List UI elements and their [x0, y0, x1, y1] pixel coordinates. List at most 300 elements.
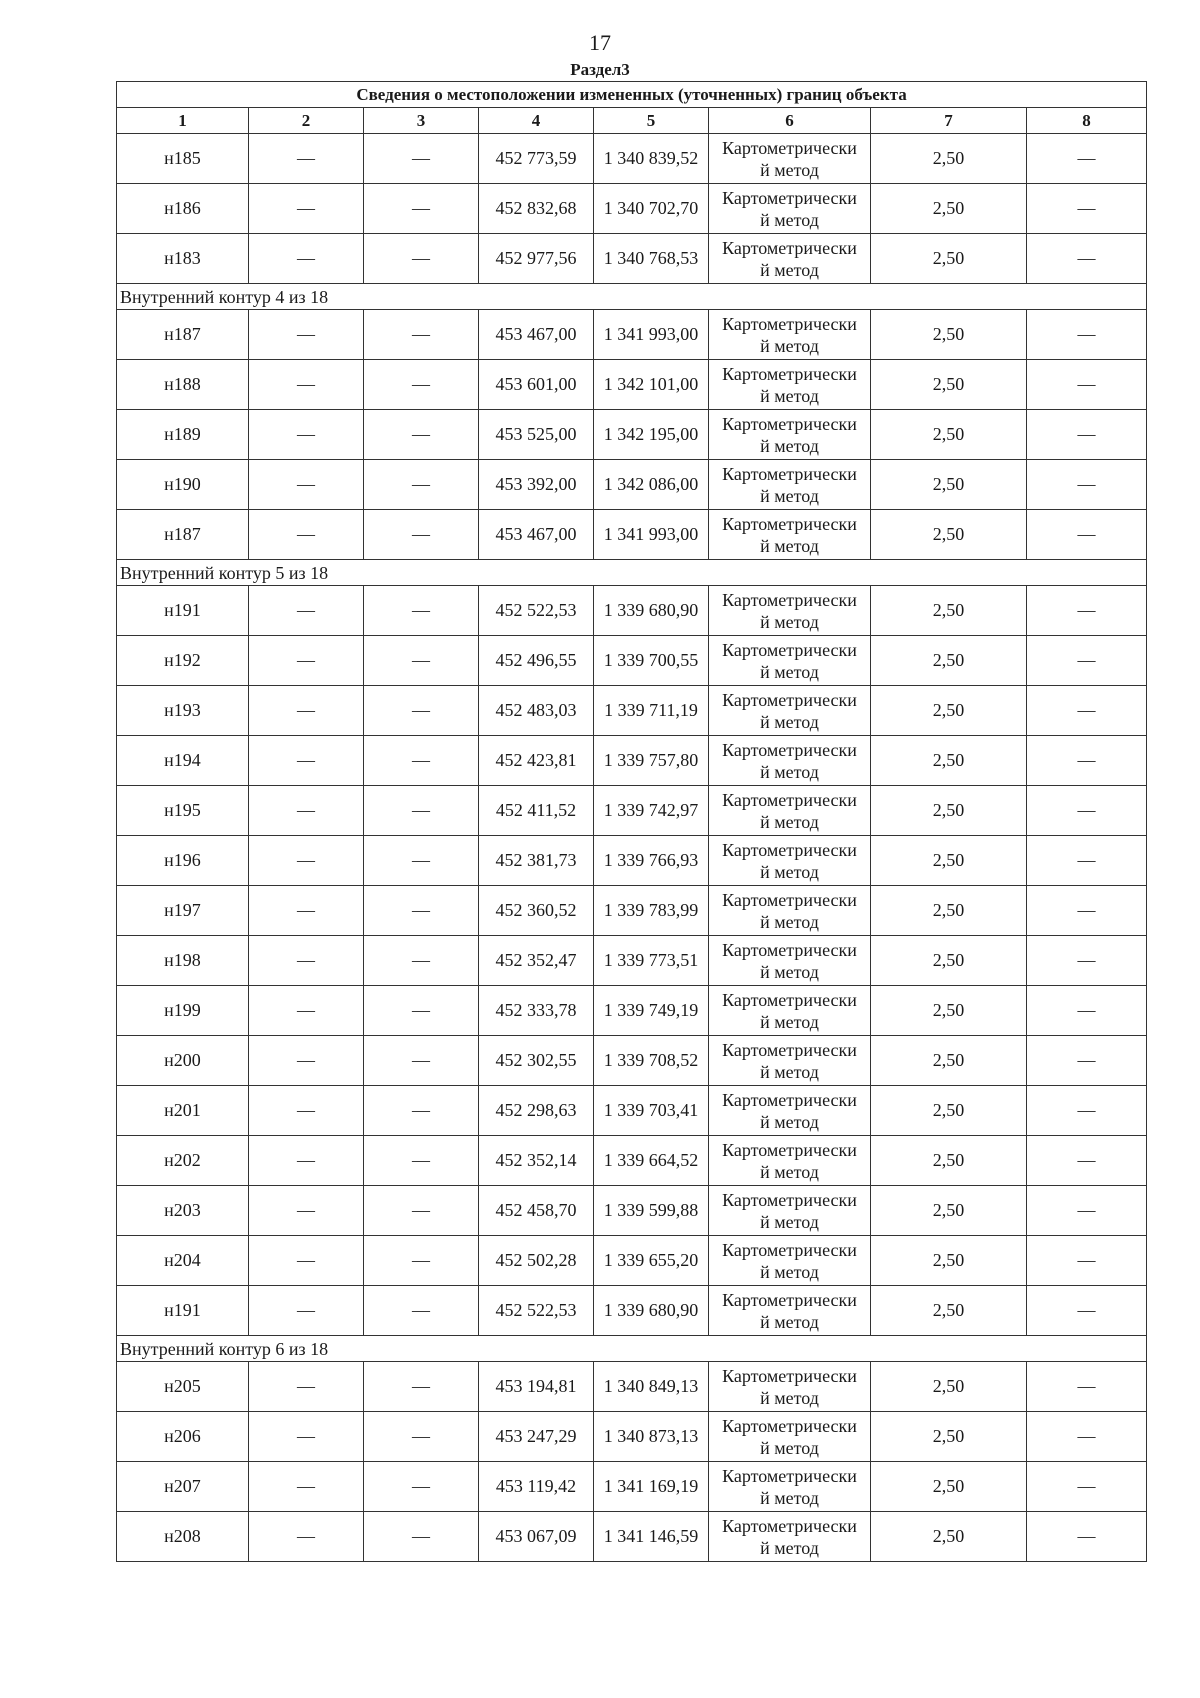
point-id-cell: н189 — [117, 410, 249, 460]
y-coordinate-cell: 1 341 146,59 — [594, 1512, 709, 1562]
table-row — [117, 184, 1147, 234]
empty-dash-cell: — — [364, 134, 479, 184]
empty-dash-cell: — — [1027, 1362, 1147, 1412]
y-coordinate-cell: 1 341 993,00 — [594, 510, 709, 560]
x-coordinate-cell: 452 496,55 — [479, 636, 594, 686]
table-row — [117, 686, 1147, 736]
method-text-line: й метод — [760, 385, 819, 406]
method-text-line: й метод — [760, 335, 819, 356]
y-coordinate-cell: 1 339 703,41 — [594, 1086, 709, 1136]
method-cell — [709, 886, 871, 936]
table-row — [117, 360, 1147, 410]
accuracy-cell: 2,50 — [871, 1462, 1027, 1512]
table-row — [117, 234, 1147, 284]
point-id-cell: н191 — [117, 586, 249, 636]
empty-dash-cell: — — [249, 1186, 364, 1236]
empty-dash-cell: — — [1027, 886, 1147, 936]
accuracy-cell: 2,50 — [871, 1362, 1027, 1412]
column-number: 5 — [594, 108, 709, 134]
accuracy-cell: 2,50 — [871, 936, 1027, 986]
y-coordinate-cell: 1 339 599,88 — [594, 1186, 709, 1236]
empty-dash-cell: — — [364, 1136, 479, 1186]
x-coordinate-cell: 452 360,52 — [479, 886, 594, 936]
accuracy-cell: 2,50 — [871, 1512, 1027, 1562]
method-text-line: й метод — [760, 611, 819, 632]
y-coordinate-cell: 1 342 195,00 — [594, 410, 709, 460]
contour-label: Внутренний контур 6 из 18 — [117, 1336, 1147, 1362]
x-coordinate-cell: 452 832,68 — [479, 184, 594, 234]
table-row — [117, 410, 1147, 460]
method-cell — [709, 1086, 871, 1136]
accuracy-cell: 2,50 — [871, 586, 1027, 636]
method-cell — [709, 1512, 871, 1562]
point-id-cell: н205 — [117, 1362, 249, 1412]
empty-dash-cell: — — [249, 786, 364, 836]
empty-dash-cell: — — [249, 936, 364, 986]
method-text-line: Картометрически — [722, 589, 857, 610]
x-coordinate-cell: 453 067,09 — [479, 1512, 594, 1562]
empty-dash-cell: — — [1027, 234, 1147, 284]
empty-dash-cell: — — [364, 234, 479, 284]
empty-dash-cell: — — [249, 310, 364, 360]
empty-dash-cell: — — [249, 1362, 364, 1412]
method-cell — [709, 410, 871, 460]
empty-dash-cell: — — [364, 1512, 479, 1562]
accuracy-cell: 2,50 — [871, 184, 1027, 234]
empty-dash-cell: — — [1027, 310, 1147, 360]
contour-header-row — [117, 1336, 1147, 1362]
point-id-cell: н200 — [117, 1036, 249, 1086]
column-number: 6 — [709, 108, 871, 134]
method-text-line: Картометрически — [722, 1465, 857, 1486]
empty-dash-cell: — — [1027, 686, 1147, 736]
table-row — [117, 1186, 1147, 1236]
method-cell — [709, 1136, 871, 1186]
method-cell — [709, 736, 871, 786]
y-coordinate-cell: 1 339 783,99 — [594, 886, 709, 936]
empty-dash-cell: — — [249, 636, 364, 686]
empty-dash-cell: — — [249, 986, 364, 1036]
accuracy-cell: 2,50 — [871, 1036, 1027, 1086]
accuracy-cell: 2,50 — [871, 1186, 1027, 1236]
empty-dash-cell: — — [1027, 836, 1147, 886]
method-text-line: й метод — [760, 535, 819, 556]
method-text-line: Картометрически — [722, 789, 857, 810]
empty-dash-cell: — — [364, 510, 479, 560]
y-coordinate-cell: 1 339 711,19 — [594, 686, 709, 736]
method-text-line: й метод — [760, 961, 819, 982]
x-coordinate-cell: 452 333,78 — [479, 986, 594, 1036]
method-text-line: й метод — [760, 1061, 819, 1082]
empty-dash-cell: — — [249, 586, 364, 636]
table-caption: Сведения о местоположении измененных (уточненных) границ объекта — [117, 82, 1147, 108]
method-cell — [709, 510, 871, 560]
method-cell — [709, 360, 871, 410]
empty-dash-cell: — — [1027, 510, 1147, 560]
empty-dash-cell: — — [249, 1286, 364, 1336]
method-text-line: й метод — [760, 209, 819, 230]
empty-dash-cell: — — [249, 1412, 364, 1462]
table-row — [117, 736, 1147, 786]
table-row — [117, 636, 1147, 686]
accuracy-cell: 2,50 — [871, 460, 1027, 510]
empty-dash-cell: — — [1027, 1186, 1147, 1236]
method-text-line: Картометрически — [722, 739, 857, 760]
empty-dash-cell: — — [1027, 636, 1147, 686]
x-coordinate-cell: 452 381,73 — [479, 836, 594, 886]
x-coordinate-cell: 453 467,00 — [479, 510, 594, 560]
point-id-cell: н186 — [117, 184, 249, 234]
table-row — [117, 836, 1147, 886]
table-row — [117, 134, 1147, 184]
method-text-line: Картометрически — [722, 313, 857, 334]
method-cell — [709, 586, 871, 636]
empty-dash-cell: — — [249, 510, 364, 560]
x-coordinate-cell: 452 302,55 — [479, 1036, 594, 1086]
column-number: 8 — [1027, 108, 1147, 134]
x-coordinate-cell: 452 977,56 — [479, 234, 594, 284]
empty-dash-cell: — — [364, 586, 479, 636]
y-coordinate-cell: 1 339 708,52 — [594, 1036, 709, 1086]
point-id-cell: н197 — [117, 886, 249, 936]
method-text-line: Картометрически — [722, 1365, 857, 1386]
empty-dash-cell: — — [1027, 184, 1147, 234]
y-coordinate-cell: 1 340 702,70 — [594, 184, 709, 234]
table-row — [117, 986, 1147, 1036]
y-coordinate-cell: 1 339 680,90 — [594, 586, 709, 636]
empty-dash-cell: — — [364, 936, 479, 986]
empty-dash-cell: — — [1027, 1462, 1147, 1512]
y-coordinate-cell: 1 339 655,20 — [594, 1236, 709, 1286]
point-id-cell: н193 — [117, 686, 249, 736]
point-id-cell: н192 — [117, 636, 249, 686]
point-id-cell: н204 — [117, 1236, 249, 1286]
empty-dash-cell: — — [249, 1512, 364, 1562]
x-coordinate-cell: 453 467,00 — [479, 310, 594, 360]
method-text-line: Картометрически — [722, 1515, 857, 1536]
empty-dash-cell: — — [364, 886, 479, 936]
accuracy-cell: 2,50 — [871, 836, 1027, 886]
x-coordinate-cell: 452 423,81 — [479, 736, 594, 786]
empty-dash-cell: — — [364, 410, 479, 460]
table-row — [117, 510, 1147, 560]
empty-dash-cell: — — [1027, 1136, 1147, 1186]
point-id-cell: н203 — [117, 1186, 249, 1236]
method-text-line: Картометрически — [722, 1089, 857, 1110]
point-id-cell: н202 — [117, 1136, 249, 1186]
table-row — [117, 1462, 1147, 1512]
empty-dash-cell: — — [1027, 460, 1147, 510]
point-id-cell: н183 — [117, 234, 249, 284]
empty-dash-cell: — — [249, 184, 364, 234]
accuracy-cell: 2,50 — [871, 360, 1027, 410]
contour-label: Внутренний контур 5 из 18 — [117, 560, 1147, 586]
table-caption-row — [117, 82, 1147, 108]
table-row — [117, 1136, 1147, 1186]
method-text-line: й метод — [760, 761, 819, 782]
point-id-cell: н188 — [117, 360, 249, 410]
y-coordinate-cell: 1 339 700,55 — [594, 636, 709, 686]
method-text-line: Картометрически — [722, 463, 857, 484]
empty-dash-cell: — — [249, 1236, 364, 1286]
table-row — [117, 1512, 1147, 1562]
accuracy-cell: 2,50 — [871, 1136, 1027, 1186]
method-text-line: й метод — [760, 911, 819, 932]
table-row — [117, 786, 1147, 836]
method-text-line: Картометрически — [722, 237, 857, 258]
empty-dash-cell: — — [1027, 1286, 1147, 1336]
x-coordinate-cell: 452 458,70 — [479, 1186, 594, 1236]
x-coordinate-cell: 452 522,53 — [479, 586, 594, 636]
x-coordinate-cell: 453 525,00 — [479, 410, 594, 460]
empty-dash-cell: — — [1027, 986, 1147, 1036]
method-text-line: Картометрически — [722, 939, 857, 960]
empty-dash-cell: — — [1027, 410, 1147, 460]
method-text-line: Картометрически — [722, 1239, 857, 1260]
method-text-line: Картометрически — [722, 363, 857, 384]
contour-header-row — [117, 560, 1147, 586]
empty-dash-cell: — — [364, 310, 479, 360]
empty-dash-cell: — — [364, 836, 479, 886]
method-text-line: Картометрически — [722, 187, 857, 208]
method-text-line: Картометрически — [722, 137, 857, 158]
empty-dash-cell: — — [364, 686, 479, 736]
empty-dash-cell: — — [249, 1462, 364, 1512]
point-id-cell: н198 — [117, 936, 249, 986]
method-text-line: Картометрически — [722, 1189, 857, 1210]
method-text-line: й метод — [760, 435, 819, 456]
method-cell — [709, 184, 871, 234]
accuracy-cell: 2,50 — [871, 410, 1027, 460]
point-id-cell: н190 — [117, 460, 249, 510]
x-coordinate-cell: 453 392,00 — [479, 460, 594, 510]
method-text-line: й метод — [760, 259, 819, 280]
y-coordinate-cell: 1 339 757,80 — [594, 736, 709, 786]
method-cell — [709, 1236, 871, 1286]
method-text-line: й метод — [760, 1487, 819, 1508]
empty-dash-cell: — — [364, 460, 479, 510]
point-id-cell: н196 — [117, 836, 249, 886]
method-text-line: Картометрически — [722, 1139, 857, 1160]
empty-dash-cell: — — [364, 360, 479, 410]
method-text-line: Картометрически — [722, 639, 857, 660]
empty-dash-cell: — — [364, 986, 479, 1036]
y-coordinate-cell: 1 342 086,00 — [594, 460, 709, 510]
empty-dash-cell: — — [1027, 936, 1147, 986]
empty-dash-cell: — — [364, 1186, 479, 1236]
y-coordinate-cell: 1 340 873,13 — [594, 1412, 709, 1462]
empty-dash-cell: — — [249, 134, 364, 184]
method-text-line: Картометрически — [722, 889, 857, 910]
column-number: 2 — [249, 108, 364, 134]
accuracy-cell: 2,50 — [871, 636, 1027, 686]
table-row — [117, 586, 1147, 636]
y-coordinate-cell: 1 340 768,53 — [594, 234, 709, 284]
y-coordinate-cell: 1 339 773,51 — [594, 936, 709, 986]
accuracy-cell: 2,50 — [871, 736, 1027, 786]
method-text-line: й метод — [760, 159, 819, 180]
method-cell — [709, 234, 871, 284]
accuracy-cell: 2,50 — [871, 1086, 1027, 1136]
x-coordinate-cell: 452 352,47 — [479, 936, 594, 986]
column-number: 7 — [871, 108, 1027, 134]
method-text-line: й метод — [760, 1311, 819, 1332]
method-cell — [709, 1362, 871, 1412]
empty-dash-cell: — — [249, 686, 364, 736]
empty-dash-cell: — — [249, 360, 364, 410]
point-id-cell: н208 — [117, 1512, 249, 1562]
y-coordinate-cell: 1 340 839,52 — [594, 134, 709, 184]
y-coordinate-cell: 1 339 749,19 — [594, 986, 709, 1036]
x-coordinate-cell: 452 483,03 — [479, 686, 594, 736]
y-coordinate-cell: 1 341 993,00 — [594, 310, 709, 360]
x-coordinate-cell: 452 352,14 — [479, 1136, 594, 1186]
accuracy-cell: 2,50 — [871, 886, 1027, 936]
accuracy-cell: 2,50 — [871, 686, 1027, 736]
method-text-line: й метод — [760, 1111, 819, 1132]
method-cell — [709, 134, 871, 184]
point-id-cell: н194 — [117, 736, 249, 786]
method-text-line: й метод — [760, 811, 819, 832]
accuracy-cell: 2,50 — [871, 1236, 1027, 1286]
accuracy-cell: 2,50 — [871, 786, 1027, 836]
point-id-cell: н207 — [117, 1462, 249, 1512]
method-text-line: Картометрически — [722, 689, 857, 710]
table-row — [117, 1362, 1147, 1412]
accuracy-cell: 2,50 — [871, 134, 1027, 184]
x-coordinate-cell: 452 773,59 — [479, 134, 594, 184]
method-text-line: й метод — [760, 1261, 819, 1282]
point-id-cell: н187 — [117, 310, 249, 360]
method-text-line: й метод — [760, 661, 819, 682]
method-cell — [709, 1286, 871, 1336]
x-coordinate-cell: 452 522,53 — [479, 1286, 594, 1336]
empty-dash-cell: — — [364, 736, 479, 786]
empty-dash-cell: — — [364, 1236, 479, 1286]
point-id-cell: н206 — [117, 1412, 249, 1462]
method-text-line: Картометрически — [722, 1415, 857, 1436]
empty-dash-cell: — — [1027, 1036, 1147, 1086]
empty-dash-cell: — — [249, 1136, 364, 1186]
table-row — [117, 1412, 1147, 1462]
point-id-cell: н187 — [117, 510, 249, 560]
y-coordinate-cell: 1 339 766,93 — [594, 836, 709, 886]
method-text-line: Картометрически — [722, 839, 857, 860]
column-number: 4 — [479, 108, 594, 134]
method-text-line: й метод — [760, 1437, 819, 1458]
x-coordinate-cell: 453 194,81 — [479, 1362, 594, 1412]
accuracy-cell: 2,50 — [871, 986, 1027, 1036]
method-cell — [709, 786, 871, 836]
column-number-row — [117, 108, 1147, 134]
method-text-line: Картометрически — [722, 989, 857, 1010]
empty-dash-cell: — — [1027, 1412, 1147, 1462]
method-text-line: й метод — [760, 1537, 819, 1558]
method-text-line: й метод — [760, 711, 819, 732]
empty-dash-cell: — — [1027, 586, 1147, 636]
table-row — [117, 1086, 1147, 1136]
accuracy-cell: 2,50 — [871, 234, 1027, 284]
point-id-cell: н195 — [117, 786, 249, 836]
empty-dash-cell: — — [249, 1086, 364, 1136]
method-text-line: й метод — [760, 1387, 819, 1408]
y-coordinate-cell: 1 340 849,13 — [594, 1362, 709, 1412]
method-cell — [709, 460, 871, 510]
coordinates-table — [116, 81, 1147, 1562]
empty-dash-cell: — — [249, 234, 364, 284]
y-coordinate-cell: 1 339 664,52 — [594, 1136, 709, 1186]
empty-dash-cell: — — [364, 1462, 479, 1512]
empty-dash-cell: — — [1027, 736, 1147, 786]
empty-dash-cell: — — [249, 410, 364, 460]
empty-dash-cell: — — [249, 1036, 364, 1086]
point-id-cell: н185 — [117, 134, 249, 184]
method-text-line: Картометрически — [722, 1039, 857, 1060]
column-number: 3 — [364, 108, 479, 134]
method-cell — [709, 936, 871, 986]
method-text-line: Картометрически — [722, 513, 857, 534]
method-text-line: й метод — [760, 1161, 819, 1182]
table-row — [117, 886, 1147, 936]
empty-dash-cell: — — [1027, 134, 1147, 184]
method-cell — [709, 1036, 871, 1086]
empty-dash-cell: — — [249, 736, 364, 786]
method-cell — [709, 1462, 871, 1512]
empty-dash-cell: — — [249, 460, 364, 510]
method-cell — [709, 1186, 871, 1236]
x-coordinate-cell: 453 247,29 — [479, 1412, 594, 1462]
x-coordinate-cell: 453 119,42 — [479, 1462, 594, 1512]
empty-dash-cell: — — [1027, 1512, 1147, 1562]
empty-dash-cell: — — [364, 636, 479, 686]
section-title: Раздел3 — [570, 60, 630, 79]
method-cell — [709, 836, 871, 886]
point-id-cell: н201 — [117, 1086, 249, 1136]
method-cell — [709, 1412, 871, 1462]
method-cell — [709, 310, 871, 360]
table-row — [117, 310, 1147, 360]
method-cell — [709, 986, 871, 1036]
empty-dash-cell: — — [364, 1036, 479, 1086]
contour-label: Внутренний контур 4 из 18 — [117, 284, 1147, 310]
empty-dash-cell: — — [249, 836, 364, 886]
x-coordinate-cell: 452 411,52 — [479, 786, 594, 836]
table-row — [117, 1236, 1147, 1286]
empty-dash-cell: — — [249, 886, 364, 936]
x-coordinate-cell: 453 601,00 — [479, 360, 594, 410]
point-id-cell: н199 — [117, 986, 249, 1036]
point-id-cell: н191 — [117, 1286, 249, 1336]
table-row — [117, 1286, 1147, 1336]
method-text-line: й метод — [760, 485, 819, 506]
y-coordinate-cell: 1 342 101,00 — [594, 360, 709, 410]
method-text-line: й метод — [760, 1211, 819, 1232]
y-coordinate-cell: 1 339 680,90 — [594, 1286, 709, 1336]
empty-dash-cell: — — [364, 1412, 479, 1462]
empty-dash-cell: — — [364, 1086, 479, 1136]
empty-dash-cell: — — [364, 786, 479, 836]
table-row — [117, 460, 1147, 510]
empty-dash-cell: — — [1027, 1236, 1147, 1286]
x-coordinate-cell: 452 298,63 — [479, 1086, 594, 1136]
empty-dash-cell: — — [1027, 786, 1147, 836]
method-cell — [709, 636, 871, 686]
table-row — [117, 936, 1147, 986]
empty-dash-cell: — — [364, 184, 479, 234]
method-text-line: й метод — [760, 1011, 819, 1032]
y-coordinate-cell: 1 339 742,97 — [594, 786, 709, 836]
empty-dash-cell: — — [364, 1362, 479, 1412]
